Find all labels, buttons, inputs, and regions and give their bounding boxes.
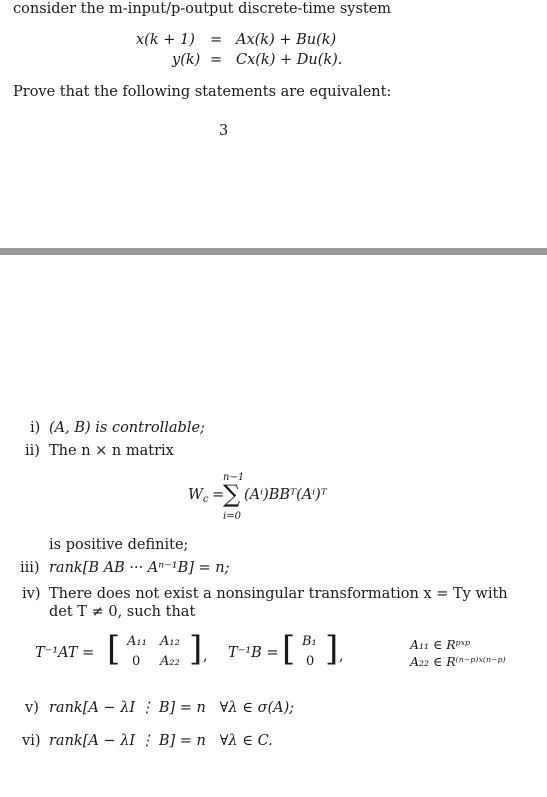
item-iii-label: iii) [20,560,40,576]
matrix-a12: A₁₂ [160,634,180,649]
matrix-b-left-bracket: [ [282,629,296,669]
state-equation-lhs: x(k + 1) [136,32,195,48]
intro-text: consider the m-input/p-output discrete-time system [13,1,392,17]
item-ii-after: is positive definite; [49,537,189,553]
matrix-a11: A₁₁ [127,634,147,649]
output-equation-equals: = [210,52,223,68]
matrix-b-comma: , [339,648,344,664]
item-v-text: rank[A − λI ⋮ B] = n ∀λ ∈ σ(A); [49,700,295,716]
matrix-a-comma: , [203,648,208,664]
dimension-a22: A₂₂ ∈ R⁽ⁿ⁻ᵖ⁾ˣ⁽ⁿ⁻ᵖ⁾ [410,654,506,669]
item-ii-text: The n × n matrix [49,443,174,459]
matrix-b-right-bracket: ] [325,629,339,669]
item-i-label: i) [30,420,41,436]
tb-lhs: T⁻¹B = [228,645,279,661]
state-equation-rhs: Ax(k) + Bu(k) [236,32,337,48]
item-v-label: v) [25,700,39,716]
item-vi-text: rank[A − λI ⋮ B] = n ∀λ ∈ C. [49,733,273,749]
gramian-subscript: c [202,494,209,505]
matrix-b1: B₁ [302,634,317,649]
gramian-symbol: W [188,487,203,503]
sum-upper-limit: n−1 [223,472,245,483]
item-iv-text-line1: There does not exist a nonsingular transformation x = Ty with [49,586,508,602]
matrix-a-left-bracket: [ [107,629,121,669]
dimension-a11: A₁₁ ∈ Rᵖˣᵖ [410,637,471,652]
output-equation-lhs: y(k) [172,52,201,68]
matrix-a21: 0 [132,654,141,669]
gramian-body: (Aⁱ)BBᵀ(Aⁱ)ᵀ [244,487,327,503]
state-equation-equals: = [210,32,223,48]
output-equation-rhs: Cx(k) + Du(k). [236,52,343,68]
item-i-text: (A, B) is controllable; [49,420,205,436]
sum-sign: ∑ [223,480,241,508]
matrix-b2: 0 [306,654,315,669]
item-iv-text-line2: det T ≠ 0, such that [49,604,196,620]
prove-statement: Prove that the following statements are equivalent: [13,84,392,100]
page-number: 3 [219,123,229,139]
item-vi-label: vi) [22,733,41,749]
item-ii-label: ii) [25,443,40,459]
tat-lhs: T⁻¹AT = [35,645,95,661]
gramian-equals: = [212,487,225,503]
matrix-a-right-bracket: ] [189,629,203,669]
item-iii-text: rank[B AB ··· Aⁿ⁻¹B] = n; [49,560,230,576]
sum-lower-limit: i=0 [223,511,241,522]
matrix-a22: A₂₂ [160,654,180,669]
gramian-lhs [188,487,209,505]
page-divider [0,248,547,255]
item-iv-label: iv) [22,586,41,602]
